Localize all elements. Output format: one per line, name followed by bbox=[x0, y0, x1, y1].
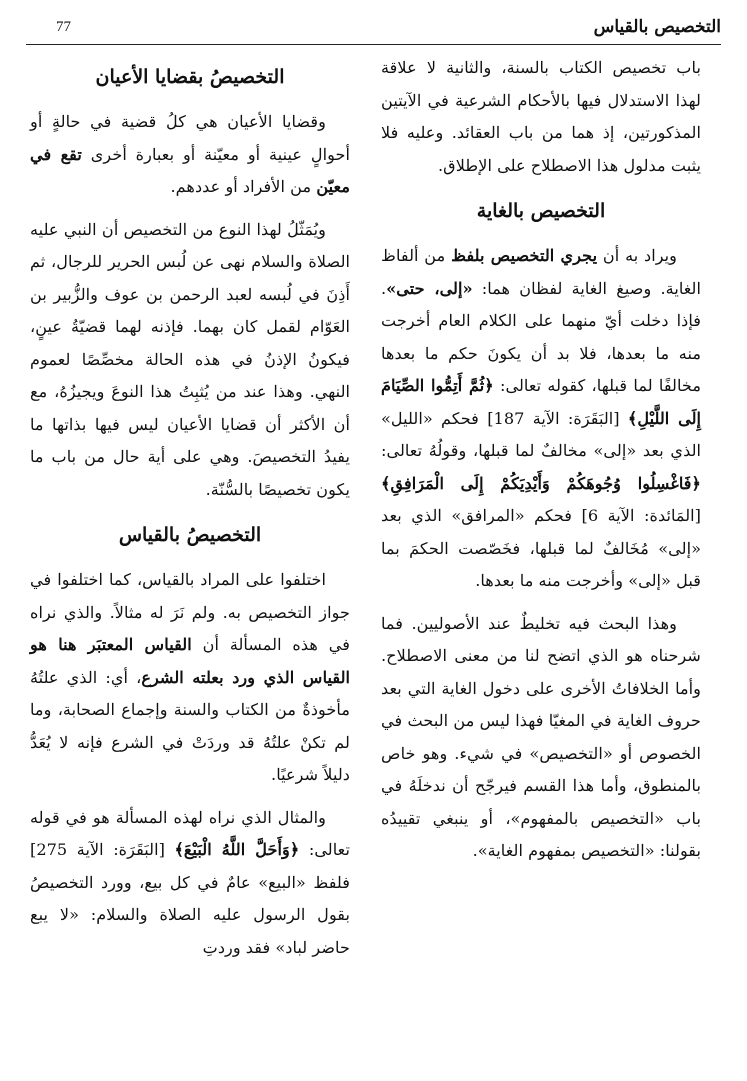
header-divider bbox=[26, 44, 721, 45]
text-run: ويراد به أن bbox=[597, 246, 677, 265]
text-run: وقضايا الأعيان هي كلُ قضية في حالةٍ أو أحوالٍ عينية أو معيّنة أو بعبارة أخرى bbox=[30, 112, 350, 164]
paragraph bbox=[30, 564, 350, 792]
page-header bbox=[56, 12, 721, 42]
running-title: التخصيص بالقياس bbox=[593, 17, 721, 37]
section-heading-ghaya: التخصيص بالغاية bbox=[476, 200, 606, 222]
paragraph: ويُمَثّلُ لهذا النوع من التخصيص أن النبي عليه الصلاة والسلام نهى عن لُبس الحرير للرجال، ثم أَذِنَ في لُبسه لعبد الرحمن بن عوف والزُّبير بن العَوّام لقمل كان بهما. فإذنه لهما قضيّةُ عينٍ، فيكونُ الإذنُ في هذه الحالة مخصِّصًا لعموم النهي. وهذا عند من يُثبِتُ هذا النوعَ ويجيزُهُ، مع أن الأكثر أن قضايا الأعيان ليس فيها بذاتها ما يفيدُ التخصيصَ. وهي على أية حال من باب ما يكون تخصيصًا بالسُّنّة. bbox=[30, 219, 350, 499]
text-run: [البَقَرَة: الآية 275] فلفظ «البيع» عامٌ في كل بيع، وورد التخصيصُ بقول الرسول عليه الصلاة والسلام: «لا يبع حاضر لباد» فقد وردتِ bbox=[30, 840, 350, 957]
bold-phrase: القياس المعتبَر هنا هو القياس الذي ورد بعلته الشرع bbox=[30, 635, 351, 687]
paragraph bbox=[30, 802, 350, 965]
bold-phrase: «إلى، حتى» bbox=[386, 278, 473, 298]
page-number: 77 bbox=[56, 18, 71, 35]
quran-verse: ﴿وَأَحَلَّ اللَّهُ الْبَيْعَ﴾ bbox=[174, 840, 300, 859]
bold-phrase: يجري التخصيص بلفظ bbox=[451, 246, 598, 265]
text-run: . فإذا دخلت أيّ منهما على الكلام العام أخرجت منه ما بعدها، فلا بد أن يكونَ حكم ما بعدها مخالفًا لما قبلها، كقوله تعالى: bbox=[381, 278, 702, 395]
left-column bbox=[30, 52, 350, 974]
paragraph: باب تخصيص الكتاب بالسنة، والثانية لا علاقة لهذا الاستدلال فيها بالأحكام الشرعية في الآيتين المذكورتين، إذ هما من باب العقائد. وعليه فلا يثبت مدلول هذا الاصطلاح على الإطلاق. bbox=[381, 58, 701, 175]
text-run: من ألفاظ الغاية. وصيغ الغاية لفظان هما: bbox=[381, 246, 701, 298]
section-heading-ayan: التخصيصُ بقضايا الأعيان bbox=[95, 66, 285, 88]
quran-verse: ﴿ثُمَّ أَتِمُّوا الصِّيَامَ إِلَى اللَّيْلِ﴾ bbox=[381, 376, 702, 428]
quran-verse: ﴿فَاغْسِلُوا وُجُوهَكُمْ وَأَيْدِيَكُمْ إِلَى الْمَرَافِقِ﴾ bbox=[381, 473, 701, 493]
text-run: [المَائدة: الآية 6] فحكم «المرافق» الذي بعد «إلى» مُخَالفٌ لما قبلها، فخَصّصت الحكمَ بما قبل «إلى» وأخرجت منه ما بعدها. bbox=[381, 506, 701, 590]
paragraph: وهذا البحث فيه تخليطٌ عند الأصوليين. فما شرحناه هو الذي اتضح لنا من معنى الاصطلاح. وأما الخلافاتُ الأخرى على دخول الغاية التي بعد حروف الغاية في المغيّا فهذا ليس من البحث في الخصوص أو «التخصيص» في شيء. وهو خاص بالمنطوق، وأما هذا القسم فيرجّح أن ندخلَهُ في باب «التخصيص بالمفهوم»، أو ينبغي تقييدُه بقولنا: «التخصيص بمفهوم الغاية». bbox=[381, 613, 701, 860]
section-heading-qiyas: التخصيصُ بالقياس bbox=[118, 524, 262, 546]
text-run: والمثال الذي نراه لهذه المسألة هو في قوله تعالى: bbox=[30, 807, 350, 859]
text-run: اختلفوا على المراد بالقياس، كما اختلفوا في جواز التخصيص به. ولم نَرَ له مثالاً. والذي نراه في هذه المسألة أن bbox=[30, 570, 351, 654]
bold-phrase: تقع في معيّن bbox=[30, 144, 350, 196]
text-run: [البَقَرَة: الآية 187] فحكم «الليل» الذي بعد «إلى» مخالفٌ لما قبلها، وقولُهُ تعالى: bbox=[381, 408, 701, 460]
text-run: من الأفراد أو عددهم. bbox=[170, 177, 317, 196]
text-run: ، أي: الذي علتُهُ مأخوذةٌ من الكتاب والسنة وإجماع الصحابة، وما لم تكنْ علتُهُ قد وردَتْ في الشرع فإنه لا يُعَدُّ دليلاً شرعيًا. bbox=[30, 667, 350, 784]
right-column bbox=[381, 52, 701, 878]
paragraph bbox=[381, 240, 701, 598]
paragraph bbox=[30, 106, 350, 204]
